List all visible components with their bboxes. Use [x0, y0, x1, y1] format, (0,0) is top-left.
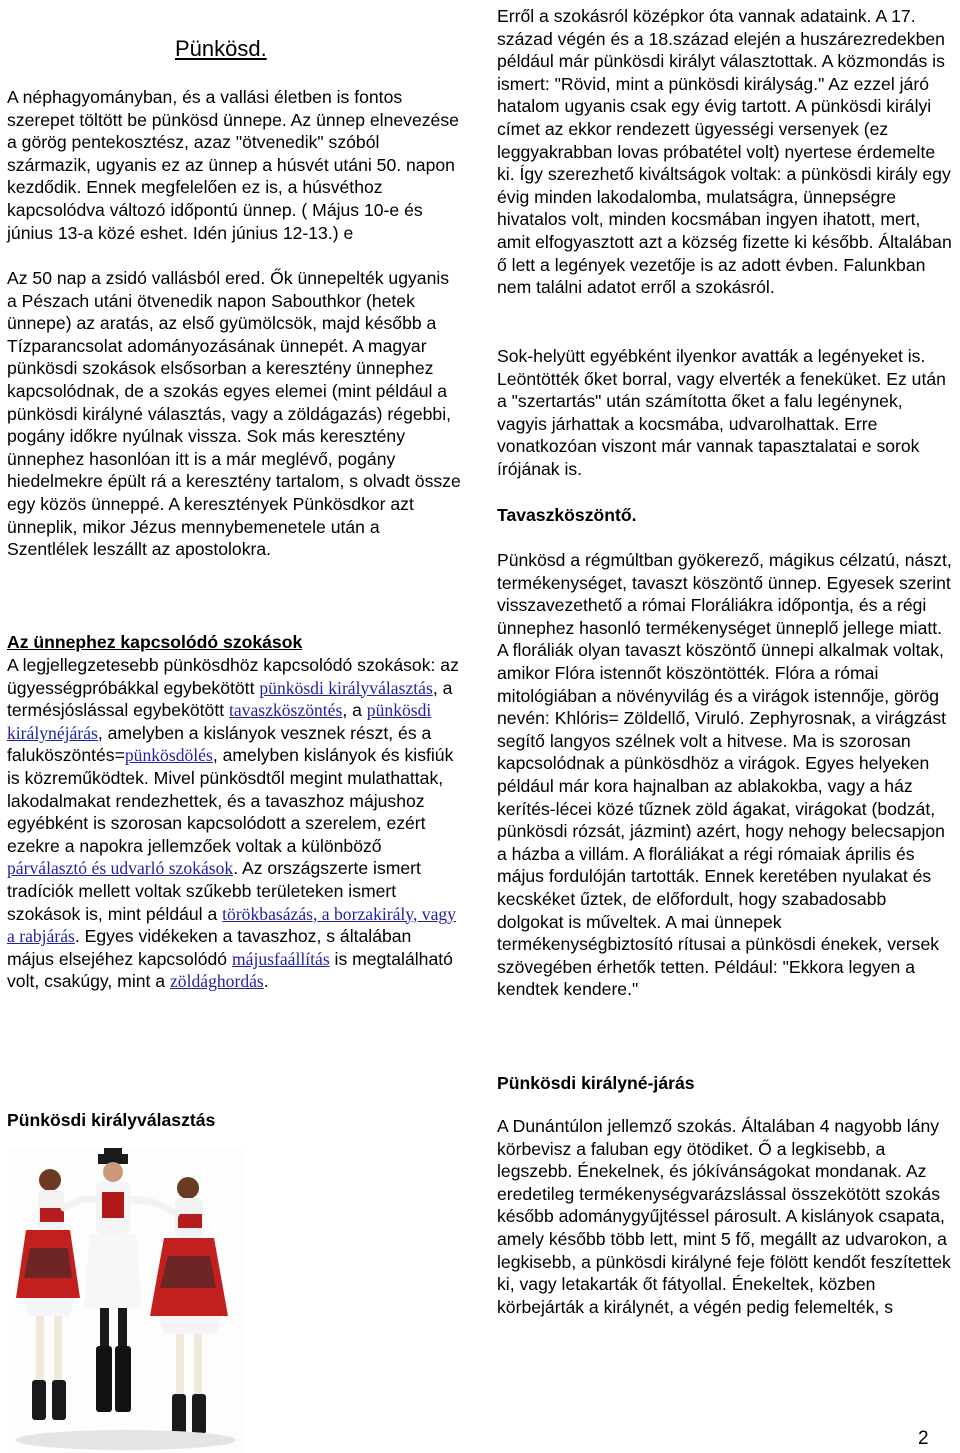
link-kiralynejaras[interactable]: pünkösdi királynéjárás: [7, 700, 432, 743]
customs-heading: Az ünnephez kapcsolódó szokások: [7, 632, 303, 652]
intro-paragraph: A néphagyományban, és a vallási életben is fontos szerepet töltött be pünkösd ünnepe. Az ünnep elnevezése a görög pentekosztész, azaz "ötvenedik" szóból származik, ugyanis ez az ünnep a húsvét utáni 50. napon kezdődik. Ennek megfelelően ez is, a húsvéthoz kapcsolódva változó időpontú ünnep. ( Május 10-e és június 13-a közé eshet. Idén június 12-13.) e: [7, 87, 459, 243]
kiralynejaras-heading: Pünkösdi királyné-járás: [497, 1073, 695, 1093]
kiralynejaras-paragraph: A Dunántúlon jellemző szokás. Általában 4 nagyobb lány körbevisz a faluban egy ötödiket. Ő a legkisebb, a legszebb. Énekelnek, és jókívánságokat mondanak. Az eredetileg termékenységvarázslással összekötött szokás később adománygyűjtéssel párosult. A kislányok csapata, amely később több lett, mint 5 fő, megállt az udvarokon, a legkisebb, a pünkösdi királyné feje fölött kendőt feszítettek ki, vagy letakarták őt fátyollal. Énekeltek, közben körbejárták a királynét, a végén pedig felemelték, s: [497, 1116, 951, 1317]
link-parvalaszto[interactable]: párválasztó és udvarló szokások: [7, 858, 234, 879]
tavaszkoszonto-heading: Tavaszköszöntő.: [497, 505, 637, 525]
customs-text: . Egyes vidékeken a tavaszhoz, s általában május elsejéhez kapcsolódó: [7, 926, 412, 969]
customs-text: .: [263, 971, 269, 992]
page-number: 2: [918, 1428, 929, 1449]
kiralyvalasztas-paragraph: Erről a szokásról középkor óta vannak adataink. A 17. század végén és a 18.század elején a huszárezredekben például már pünkösdi királyt választottak. A közmondás is ismert: "Rövid, mint a pünkösdi királyság." Az ezzel járó hatalom ugyanis csak egy évig tartott. A pünkösdi királyi címet az ekkor rendezett ügyességi versenyek (ez leggyakrabban lovas próbatétel volt) nyertese érdemelte ki. Így szerezhető kiváltságok voltak: a pünkösdi király egy évig minden lakodalomba, mulatságra, ünnepségre hivatalos volt, minden kocsmában ingyen ihatott, mert, amit elfogyasztott azt a község fizette ki később. Általában ő lett a legények vezetője is az adott évben. Falunkban nem találni adatot erről a szokásról.: [497, 6, 952, 298]
customs-text: , a termésjóslással egybekötött: [7, 677, 453, 721]
legenyavatas-paragraph: Sok-helyütt egyébként ilyenkor avatták a legényeket is. Leöntötték őket borral, vagy elverték a feneküket. Ez után a "szertartás" után számította őket a falu legénynek, vagyis járhattak a kocsmába, udvarolhattak. Erre vonatkozóan viszont már vannak tapasztalatai e sorok írójának is.: [497, 346, 946, 479]
kiralyvalasztas-heading: Pünkösdi királyválasztás: [7, 1110, 216, 1130]
customs-text: A legjellegzetesebb pünkösdhöz kapcsolódó szokások: az ügyességpróbákkal egybekötött: [7, 655, 459, 698]
customs-text: , amelyben a kislányok vesznek részt, és a faluköszöntés=: [7, 722, 432, 766]
link-tavaszkoszontes[interactable]: tavaszköszöntés: [228, 700, 343, 721]
customs-paragraph: [7, 654, 462, 993]
customs-text: . Az országszerte ismert tradíciók mellett voltak szűkebb területeken ismert szokások is, mint például a: [7, 858, 421, 924]
link-torokbasazas[interactable]: törökbasázás, a borzakirály, vagy a rabjárás: [7, 903, 456, 947]
customs-text: , a: [342, 700, 367, 721]
customs-text: is megtalálható volt, csakúgy, mint a: [7, 948, 453, 992]
link-majusfaallitas[interactable]: májusfaállítás: [231, 948, 330, 969]
link-kiralyvalasztas[interactable]: pünkösdi királyválasztás: [259, 677, 433, 698]
origin-paragraph: Az 50 nap a zsidó vallásból ered. Ők ünnepelték ugyanis a Pészach utáni ötvenedik napon Sabouthkor (hetek ünnepe) az aratás, az első gyümölcsök, majd később a Tízparancsolat adományozásának ünnepét. A magyar pünkösdi szokások elsősorban a keresztény ünnephez kapcsolódnak, de a szokás egyes elemei (mint például a pünkösdi királyné választás, vagy a zöldágazás) régebbi, pogány időkre nyúlnak vissza. Sok más keresztény ünnephez hasonlóan itt is a már meglévő, pogány hiedelmekre épült rá a keresztény tartalom, s olvadt össze egy közös ünneppé. A keresztények Pünkösdkor azt ünneplik, mikor Jézus mennybemenetele után a Szentlélek leszállt az apostolokra.: [7, 268, 461, 560]
customs-text: , amelyben kislányok és kisfiúk is közreműködtek. Mivel pünkösdtől megint mulathattak, lakodalmakat rendezhettek, és a tavaszhoz májushoz egyébként is szorosan kapcsolódott a szerelem, ezért ezekre a napokra jellemzőek voltak a különböző: [7, 745, 454, 856]
page-title: Pünkösd.: [175, 36, 267, 61]
link-punkosdoles[interactable]: pünkösdölés: [124, 745, 213, 766]
folk-dancers-photo: [8, 1148, 243, 1453]
tavaszkoszonto-paragraph: Pünkösd a régmúltban gyökerező, mágikus célzatú, nászt, termékenységet, tavaszt köszöntő ünnep. Egyesek szerint visszavezethető a római Floráliákra időpontja, és a régi ünnephez hasonló termékenységet ünneplő jellege miatt. A floráliák olyan tavaszt köszöntő ünnepi alkalmak voltak, amikor Flóra istennőt köszöntötték. Flóra a római mitológiában a növényvilág és a virágok istennője, görög nevén: Khlóris= Zöldellő, Viruló. Zephyrosnak, a virágzást segítő langyos szélnek volt a hitvese. Ma is szorosan kapcsolódnak a pünkösdhöz a virágok. Egyes helyeken például már kora hajnalban az ablakokba, vagy a ház kerítés-lécei közé tűznek zöld ágakat, virágokat (bodzát, pünkösdi rózsát, jázmint) azért, hogy nehogy belecsapjon a házba a villám. A floráliákat a régi rómaiak április és május fordulóján tartották. Ennek keretében nyulakat és kecskéket űztek, de előfordult, hogy szabadosabb dolgokat is műveltek. A mai ünnepek termékenységbiztosító rítusai a pünkösdi énekek, versek szövegében érhetők tetten. Például: "Ekkora legyen a kendtek kendere.": [497, 550, 952, 1000]
link-zoldaghordas[interactable]: zöldághordás: [169, 971, 264, 992]
